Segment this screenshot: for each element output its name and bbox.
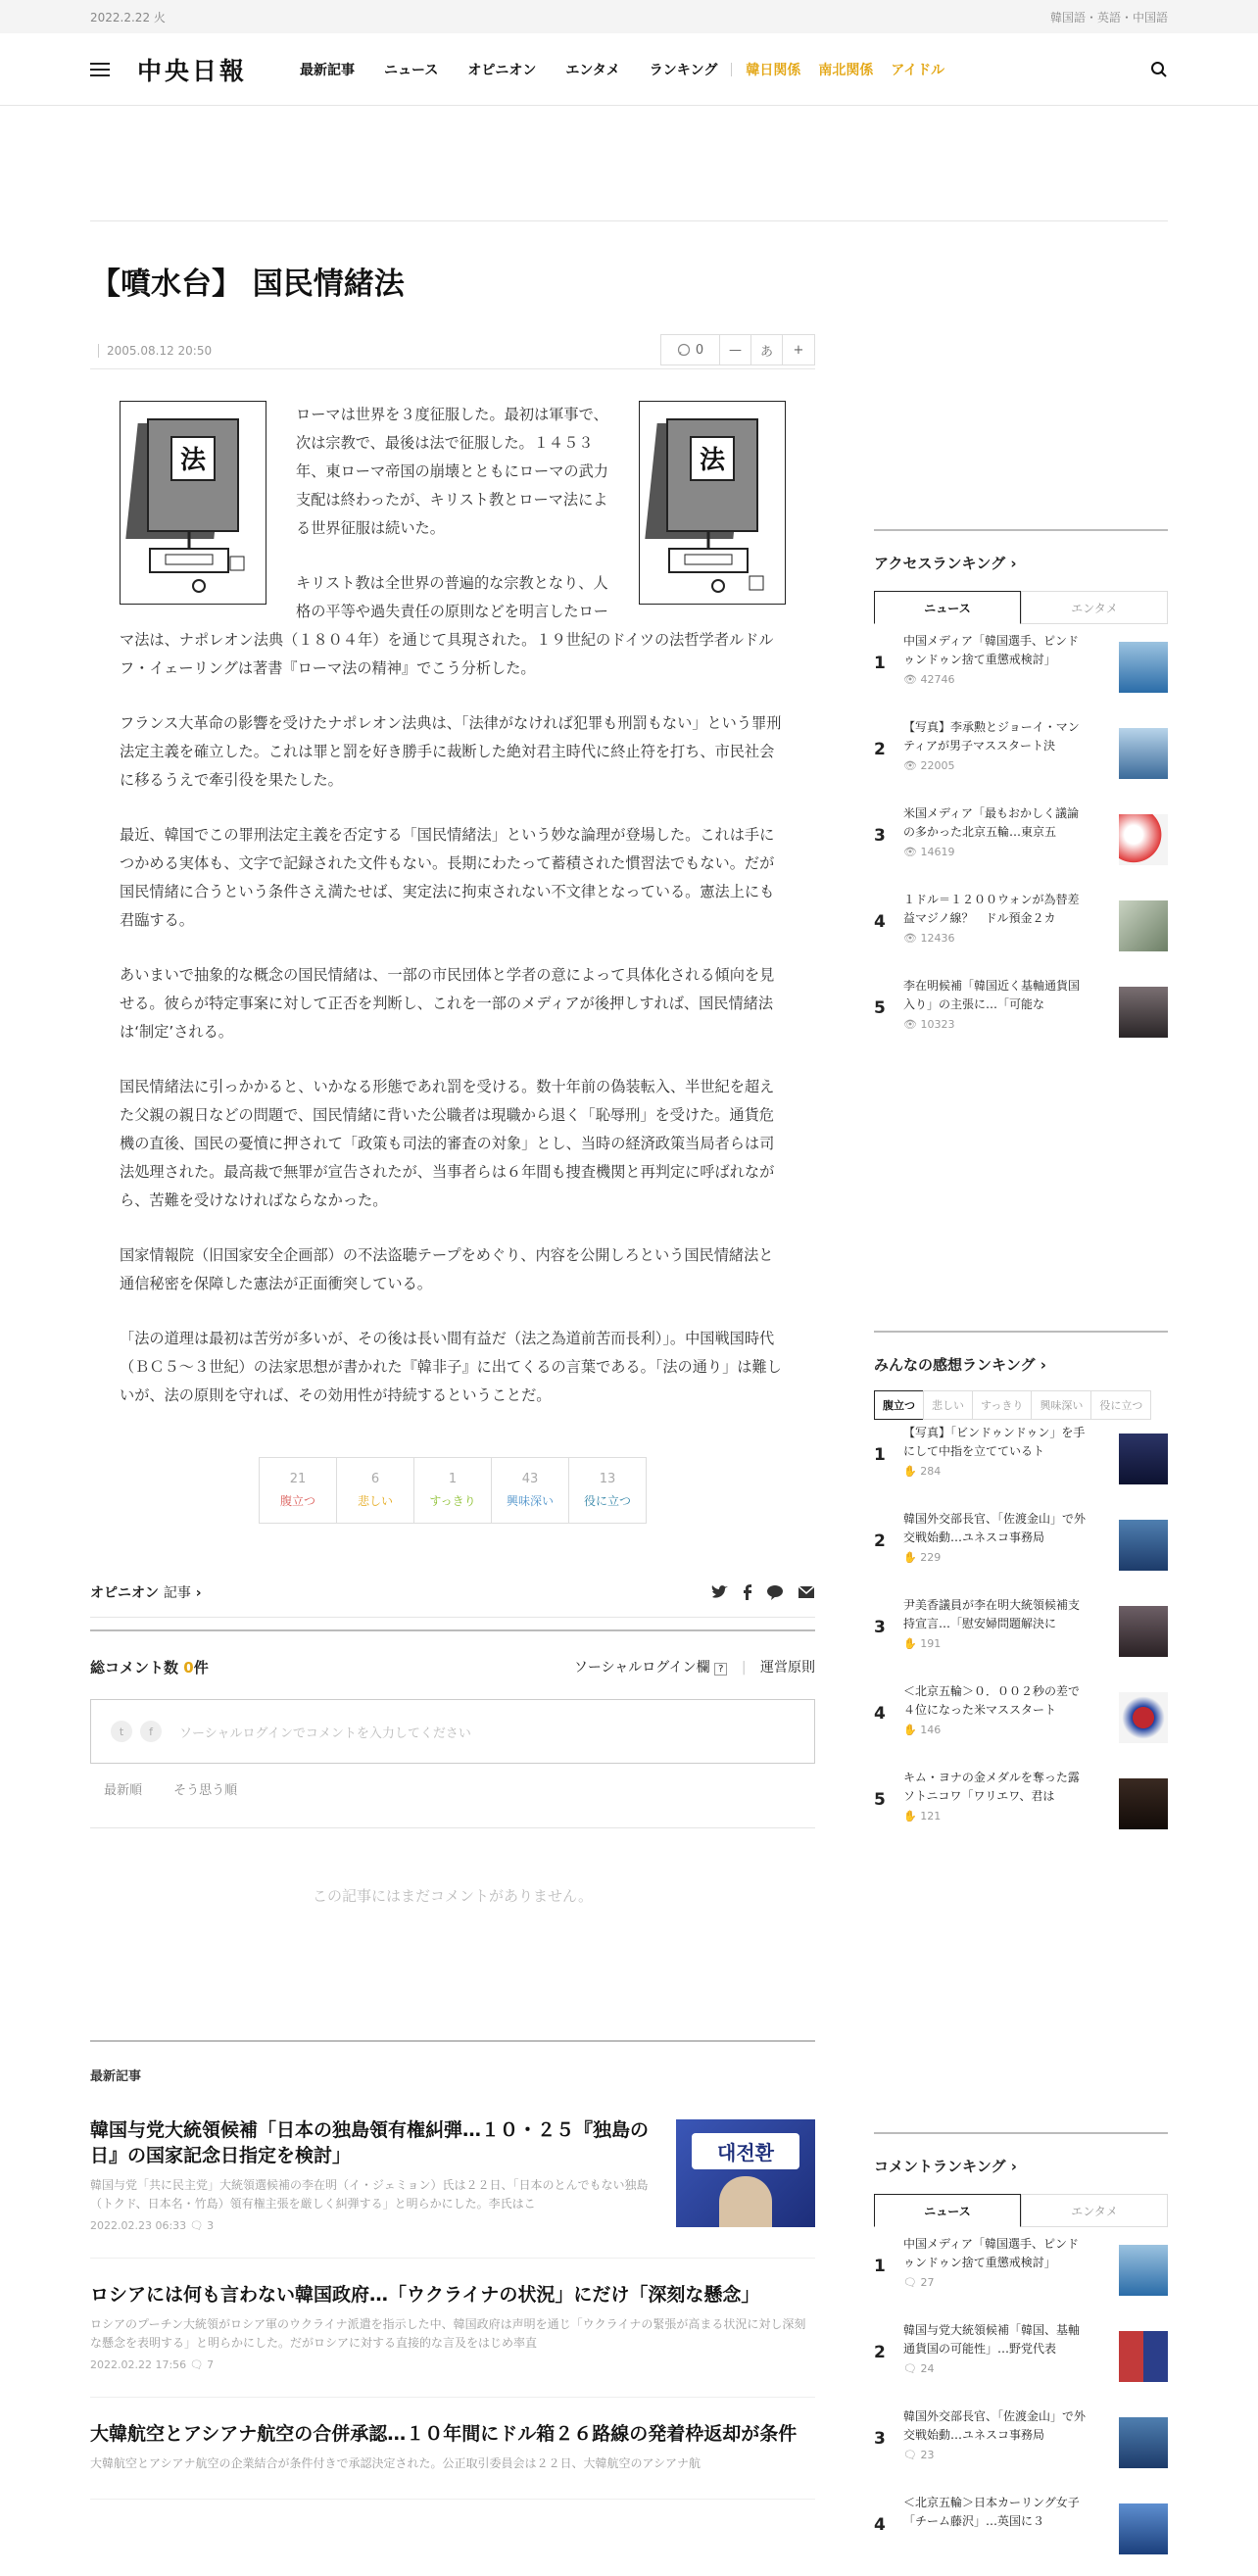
- comment-section: [90, 1629, 815, 1906]
- ranking-item[interactable]: 3 米国メディア「最もおかしく議論の多かった北京五輪…東京五 👁 14619: [874, 804, 1168, 887]
- reaction-useful-button[interactable]: 13 役に立つ: [583, 1472, 631, 1508]
- reaction-icon: ✋: [903, 1465, 917, 1478]
- feeling-ranking-title[interactable]: みんなの感想ランキング ›: [874, 1356, 1046, 1374]
- twitter-login-icon[interactable]: t: [111, 1721, 132, 1742]
- tab-news[interactable]: ニュース: [874, 2194, 1021, 2227]
- nav-link-news[interactable]: ニュース: [384, 62, 439, 78]
- article-title: 【噴水台】 国民情緒法: [90, 267, 405, 302]
- site-logo[interactable]: 中央日報: [137, 56, 248, 85]
- ranking-item[interactable]: 2 【写真】李承勲とジョーイ・マンティアが男子マススタート決 👁 22005: [874, 718, 1168, 801]
- comment-icon: [677, 343, 691, 357]
- twitter-icon[interactable]: [711, 1584, 729, 1600]
- comment-icon: 🗨: [903, 2449, 917, 2461]
- eye-icon: 👁: [903, 932, 917, 945]
- nav-divider: [731, 63, 732, 76]
- eye-icon: 👁: [903, 1018, 917, 1031]
- comment-icon: 🗨: [189, 2358, 204, 2371]
- comment-input[interactable]: [90, 1699, 815, 1764]
- latest-article[interactable]: 韓国与党大統領候補「日本の独島領有権糾弾…１０・２５『独島の日』の国家記念日指定を検討」 韓国与党「共に民主党」大統領選候補の李在明（イ・ジェミョン）氏は２２日、「日本のとんでもない独島（トクド、日本名・竹島）領有権主張を厳しく糾弾する」と明らかにした。李氏はこ 2022.02.23 06:33 🗨 3 대전환: [90, 2094, 815, 2259]
- reaction-icon: ✋: [903, 1724, 917, 1736]
- main-nav: [0, 33, 1258, 106]
- ranking-item[interactable]: 1 【写真】「ビンドゥンドゥン」を手にして中指を立てているト ✋ 284: [874, 1424, 1168, 1506]
- nav-link-opinion[interactable]: オピニオン: [467, 62, 537, 78]
- current-date: 2022.2.22 火: [90, 10, 166, 24]
- sort-agree[interactable]: そう思う順: [173, 1783, 238, 1798]
- opinion-articles-link[interactable]: オピニオン 記事 ›: [90, 1584, 202, 1601]
- comment-header: [90, 1657, 815, 1677]
- reaction-buttons: [259, 1457, 647, 1524]
- ranking-item[interactable]: 5 李在明候補「韓国近く基軸通貨国入り」の主張に…「可能な 👁 10323: [874, 977, 1168, 1059]
- latest-article[interactable]: ロシアには何も言わない韓国政府…「ウクライナの状況」にだけ「深刻な懸念」 ロシアのプーチン大統領がロシア軍のウクライナ派遣を指示した中、韓国政府は声明を通じ「ウクライナの緊張が高まる状況に対し深刻な懸念を表明する」と明らかにした。だがロシアに対する直接的な言及をはじめ率直 2022.02.22 17:56 🗨 7: [90, 2259, 815, 2398]
- eye-icon: 👁: [903, 673, 917, 686]
- article-tools: [660, 334, 815, 365]
- tab-useful[interactable]: 役に立つ: [1090, 1390, 1151, 1420]
- search-icon[interactable]: [1150, 61, 1168, 78]
- ranking-item[interactable]: 2 韓国外交部長官、「佐渡金山」で外交戦始動…ユネスコ事務局 ✋ 229: [874, 1510, 1168, 1592]
- article-paragraph: 国民情緒法に引っかかると、いかなる形態であれ罰を受ける。数十年前の偽装転入、半世紀を超えた父親の親日などの問題で、国民情緒に背いた公職者は現職から退く「恥辱刑」を受けた。通貨危機の直後、国民の憂憤に押されて「政策も司法的審査の対象」とし、当時の経済政策当局者らは司法処理された。最高裁で無罪が宣告されたが、当事者らは６年間も捜査機関と再判定に呼ばれながら、苦難を受けなければならなかった。: [120, 1078, 775, 1209]
- article-body: [120, 401, 786, 1410]
- latest-article-thumbnail[interactable]: 대전환: [676, 2119, 815, 2227]
- reaction-angry-button[interactable]: 21 腹立つ: [260, 1458, 337, 1523]
- article-paragraph: ローマは世界を３度征服した。最初は軍事で、次は宗教で、最後は法で征服した。１４５３年、東ローマ帝国の崩壊とともにローマの武力支配は終わったが、キリスト教とローマ法による世界征服は続いた。: [296, 406, 608, 537]
- cartoon-illustration-left: [120, 401, 266, 605]
- nav-link-latest[interactable]: 最新記事: [300, 62, 356, 78]
- opinion-share-bar: [90, 1567, 815, 1618]
- nav-link-north-south[interactable]: 南北関係: [818, 62, 874, 78]
- law-book-illustration: [640, 402, 785, 604]
- latest-label: 最新記事: [90, 2069, 142, 2084]
- social-login-link[interactable]: ソーシャルログイン欄: [573, 1660, 710, 1676]
- policy-link[interactable]: 運営原則: [760, 1660, 815, 1676]
- comment-links: ソーシャルログイン欄 ? | 運営原則: [573, 1660, 815, 1676]
- font-decrease-button[interactable]: —: [720, 335, 751, 365]
- article-paragraph: 最近、韓国でこの罪刑法定主義を否定する「国民情緒法」という妙な論理が登場した。これは手につかめる実体も、文字で記録された文件もない。長期にわたって蓄積された慣習法でもない。だが国民情緒に合うという条件さえ満たせば、実定法に拘束されない不文律となっている。憲法上にも君臨する。: [120, 826, 775, 929]
- ranking-item[interactable]: 4 ＜北京五輪＞０．００２秒の差で４位になった米マススタート ✋ 146: [874, 1682, 1168, 1765]
- nav-link-ranking[interactable]: ランキング: [649, 62, 718, 78]
- article-paragraph: 「法の道理は最初は苦労が多いが、その後は長い間有益だ（法之為道前苦而長利）」。中国戦国時代（ＢＣ５～３世紀）の法家思想が書かれた『韓非子』に出てくるの言葉である。「法の通り」は難しいが、法の原則を守れば、その効用性が持続するということだ。: [120, 1330, 782, 1404]
- nav-link-entertainment[interactable]: エンタメ: [565, 62, 620, 78]
- tab-sad[interactable]: 悲しい: [923, 1390, 973, 1420]
- comment-icon: 🗨: [903, 2276, 917, 2289]
- article-meta: [90, 330, 815, 369]
- facebook-icon[interactable]: [743, 1584, 752, 1600]
- article-date: 2005.08.12 20:50: [98, 344, 212, 358]
- comment-total: 総コメント数 0件: [90, 1659, 209, 1677]
- article-paragraph: フランス大革命の影響を受けたナポレオン法典は、「法律がなければ犯罪も刑罰もない」という罪刑法定主義を確立した。これは罪と罰を好き勝手に裁断した絶対君主時代に終止符を打ち、市民社会に移るうえで牽引役を果たした。: [120, 714, 782, 789]
- mail-icon[interactable]: [798, 1585, 815, 1599]
- ranking-item[interactable]: 3 韓国外交部長官、「佐渡金山」で外交戦始動…ユネスコ事務局 🗨 23: [874, 2407, 1168, 2490]
- cartoon-illustration-right: [639, 401, 786, 605]
- article-paragraph: あいまいで抽象的な概念の国民情緒は、一部の市民団体と学者の意によって具体化される傾向を見せる。彼らが特定事案に対して正否を判断し、これを一部のメディアが後押しすれば、国民情緒法は‘制定’される。: [120, 966, 775, 1041]
- nav-link-korea-japan[interactable]: 韓日関係: [746, 62, 801, 78]
- eye-icon: 👁: [903, 846, 917, 858]
- ranking-item[interactable]: 2 韓国与党大統領候補「韓国、基軸通貨国の可能性」…野党代表 🗨 24: [874, 2321, 1168, 2404]
- book-cover-character: 法: [699, 446, 726, 475]
- social-login-help-icon[interactable]: ?: [714, 1663, 727, 1676]
- ad-space: [90, 106, 1168, 221]
- font-size-label: あ: [751, 335, 783, 365]
- ranking-item[interactable]: 1 中国メディア「韓国選手、ピンドゥンドゥン捨て重懲戒検討」 🗨 27: [874, 2235, 1168, 2317]
- article-paragraph: キリスト教は全世界の普遍的な宗教となり、人格の平等や過失責任の原則などを明言したローマ法は、ナポレオン法典（１８０４年）を通じて具現された。１９世紀のドイツの法哲学者ルドルフ・イェーリングは著書『ローマ法の精神』でこう分析した。: [120, 574, 774, 677]
- access-ranking: [874, 529, 1168, 1059]
- tab-interesting[interactable]: 興味深い: [1031, 1390, 1091, 1420]
- reaction-sad-button[interactable]: 6 悲しい: [337, 1458, 414, 1523]
- ranking-item[interactable]: 5 キム・ヨナの金メダルを奪った露ソトニコワ「ワリエワ、君は ✋ 121: [874, 1769, 1168, 1851]
- tab-angry[interactable]: 腹立つ: [874, 1390, 924, 1420]
- comment-count: 0: [695, 342, 704, 358]
- law-book-illustration: [121, 402, 266, 604]
- sort-latest[interactable]: 最新順: [104, 1783, 143, 1798]
- access-ranking-title[interactable]: アクセスランキング ›: [874, 555, 1017, 572]
- feeling-ranking: [874, 1331, 1168, 1851]
- comment-count-button[interactable]: [661, 335, 720, 365]
- eye-icon: 👁: [903, 759, 917, 772]
- access-ranking-tabs: [874, 591, 1168, 624]
- article-paragraph: 国家情報院（旧国家安全企画部）の不法盗聴テープをめぐり、内容を公開しろという国民情緒法と通信秘密を保障した憲法が正面衝突している。: [120, 1246, 774, 1292]
- facebook-login-icon[interactable]: f: [140, 1721, 162, 1742]
- top-bar: [0, 0, 1258, 33]
- latest-article[interactable]: 大韓航空とアシアナ航空の合併承認…１０年間にドル箱２６路線の発着枠返却が条件 大韓航空とアシアナ航空の企業結合が条件付きで承認決定された。公正取引委員会は２２日、大韓航空のアシアナ航: [90, 2398, 815, 2500]
- ranking-item[interactable]: 4 ＜北京五輪＞日本カーリング女子「チーム藤沢」…英国に３: [874, 2494, 1168, 2576]
- line-icon[interactable]: [766, 1584, 784, 1600]
- reaction-icon: ✋: [903, 1551, 917, 1564]
- comment-icon: 🗨: [189, 2219, 204, 2232]
- comment-icon: 🗨: [903, 2362, 917, 2375]
- font-increase-button[interactable]: +: [793, 342, 804, 358]
- comment-sort: [90, 1779, 815, 1828]
- menu-icon[interactable]: [90, 63, 110, 76]
- feeling-ranking-tabs: [874, 1390, 1168, 1420]
- latest-articles: [90, 2040, 815, 2500]
- book-cover-character: 法: [179, 446, 207, 475]
- comment-ranking: [874, 2132, 1168, 2576]
- tab-refreshing[interactable]: すっきり: [972, 1390, 1032, 1420]
- share-buttons: [711, 1584, 815, 1600]
- no-comments-message: この記事にはまだコメントがありません。: [313, 1887, 593, 1905]
- article-column: [90, 221, 815, 1906]
- ranking-item[interactable]: 3 尹美香議員が李在明大統領候補支持宣言…「慰安婦問題解決に ✋ 191: [874, 1596, 1168, 1678]
- reaction-icon: ✋: [903, 1810, 917, 1823]
- tab-news[interactable]: ニュース: [874, 591, 1021, 624]
- language-links[interactable]: 韓国語・英語・中国語: [1049, 10, 1168, 24]
- nav-links: [300, 60, 962, 79]
- reaction-interesting-button[interactable]: 43 興味深い: [492, 1458, 569, 1523]
- ranking-item[interactable]: 1 中国メディア「韓国選手、ピンドゥンドゥン捨て重懲戒検討」 👁 42746: [874, 632, 1168, 714]
- comment-ranking-tabs: [874, 2194, 1168, 2227]
- reaction-icon: ✋: [903, 1637, 917, 1650]
- comment-placeholder: ソーシャルログインでコメントを入力してください: [179, 1725, 471, 1741]
- nav-link-idol[interactable]: アイドル: [891, 62, 945, 78]
- tab-entertainment[interactable]: エンタメ: [1021, 591, 1168, 624]
- tab-entertainment[interactable]: エンタメ: [1021, 2194, 1168, 2227]
- reaction-refreshing-button[interactable]: 1 すっきり: [414, 1458, 492, 1523]
- ranking-item[interactable]: 4 １ドル＝１２００ウォンが為替差益マジノ線？ ドル預金２カ 👁 12436: [874, 891, 1168, 973]
- comment-ranking-title[interactable]: コメントランキング ›: [874, 2158, 1017, 2175]
